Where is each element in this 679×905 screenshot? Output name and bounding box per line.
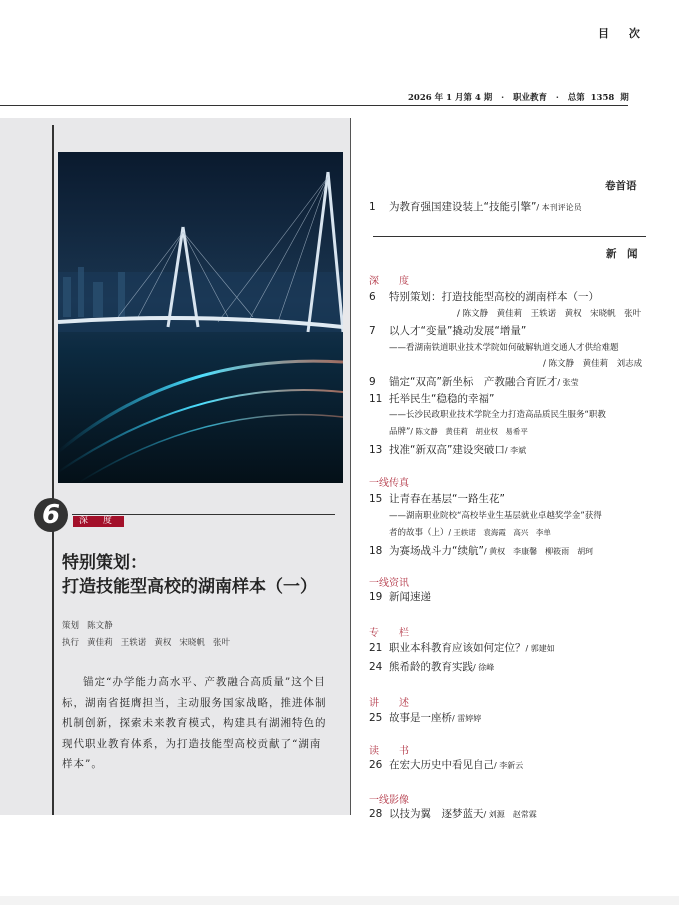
section-rule [373, 236, 646, 237]
toc-item[interactable]: 28 以技为翼 逐梦蓝天/ 刘源 赵常霖 [369, 808, 537, 820]
feature-headline [62, 551, 317, 599]
category-fax: 一线传真 [369, 478, 409, 489]
headline-line2: 打造技能型高校的湖南样本（一） [62, 577, 317, 597]
toc-item[interactable]: 25 故事是一座桥/ 雷婷婷 [369, 712, 482, 724]
toc-author: / 陈文静 黄佳莉 王轶诺 黄权 宋晓帆 张叶 [457, 309, 642, 319]
toc-item[interactable]: 7 以人才“变量”撬动发展“增量” [369, 325, 527, 337]
feature-lead: 锚定“办学能力高水平、产教融合高质量”这个目标，湖南省挺膺担当，主动服务国家战略，推进体制机制创新，探索未来教育模式，构建具有湖湘特色的现代职业教育体系，为打造技能型高校贡献了“湖南样本”。 [62, 676, 327, 770]
category-reading: 读 书 [369, 746, 409, 757]
page-footer-strip [0, 896, 679, 905]
toc-subtitle-cont: 品牌”/ 陈文静 黄佳莉 胡业权 易希平 [389, 427, 528, 437]
cover-image-bridge [58, 152, 343, 483]
category-depth: 深 度 [369, 276, 409, 287]
feature-planner: 策划 陈文静 [62, 621, 113, 631]
tag-rule [72, 514, 335, 515]
issue-info: 2026 年 1 月第 4 期 · 职业教育 · 总第 1358 期 [408, 93, 629, 103]
category-column: 专 栏 [369, 628, 409, 639]
feature-tag: 深 度 [73, 516, 124, 527]
category-info: 一线资讯 [369, 578, 409, 589]
toc-title: 目 次 [598, 27, 648, 40]
feature-executors: 执行 黄佳莉 王轶诺 黄权 宋晓帆 张叶 [62, 638, 231, 648]
toc-item[interactable]: 19 新闻速递 [369, 591, 431, 603]
toc-item[interactable]: 6 特别策划：打造技能型高校的湖南样本（一） [369, 291, 599, 303]
toc-item[interactable]: 11 托举民生“稳稳的幸福” [369, 393, 495, 405]
toc-item[interactable]: 24 熊希龄的教育实践/ 徐峰 [369, 661, 495, 673]
toc-subtitle: ——湖南职业院校“高校毕业生基层就业卓越奖学金”获得 [389, 511, 602, 521]
toc-subtitle: ——看湖南铁道职业技术学院如何破解轨道交通人才供给难题 [389, 343, 619, 353]
toc-item[interactable]: 9 锚定“双高”新坐标 产教融合育匠才/ 张莹 [369, 376, 579, 388]
category-narrate: 讲 述 [369, 698, 409, 709]
toc-item[interactable]: 21 职业本科教育应该如何定位？/ 郭建如 [369, 642, 555, 654]
panel-rule [52, 125, 54, 815]
feature-number-badge: 6 [34, 498, 68, 532]
toc-item[interactable]: 1 为教育强国建设装上“技能引擎”/ 本刊评论员 [369, 201, 582, 213]
toc-author: / 陈文静 黄佳莉 刘志成 [543, 359, 643, 369]
toc-subtitle: ——长沙民政职业技术学院全力打造高品质民生服务“职教 [389, 410, 606, 420]
toc-subtitle-cont: 者的故事（上）/ 王轶诺 袁海霞 高兴 李单 [389, 528, 551, 538]
toc-item[interactable]: 13 找准“新双高”建设突破口/ 李斌 [369, 444, 527, 456]
toc-item[interactable]: 15 让青春在基层“一路生花” [369, 493, 505, 505]
column-divider [350, 118, 351, 815]
headline-line1: 特别策划： [62, 553, 147, 573]
toc-item[interactable]: 26 在宏大历史中看见自己/ 李新云 [369, 759, 524, 771]
section-news: 新 闻 [606, 248, 638, 260]
category-image: 一线影像 [369, 795, 409, 806]
header-rule [0, 105, 628, 106]
toc-item[interactable]: 18 为赛场战斗力“续航”/ 黄权 李康馨 柳筱雨 胡珂 [369, 545, 594, 557]
section-preface: 卷首语 [605, 180, 637, 192]
